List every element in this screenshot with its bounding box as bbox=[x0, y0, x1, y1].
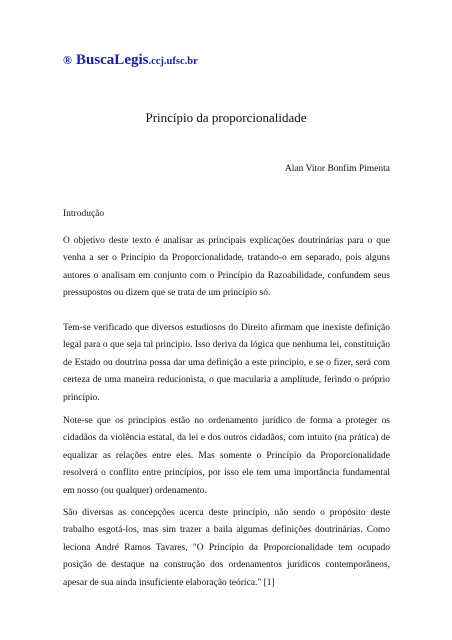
registered-mark: ® bbox=[63, 53, 72, 67]
paragraph-2: Tem-se verificado que diversos estudiosos do Direito afirmam que inexiste definição legal para o que seja tal princípio. Isso deriva da lógica que nenhuma lei, constituição de Estado ou doutrina possa dar uma definição a este princípio, e se o fizer, será com certeza de uma maneira reducionista, o que macularia a amplitude, ferindo o próprio princípio. bbox=[63, 323, 390, 403]
document-author: Alan Vitor Bonfim Pimenta bbox=[284, 164, 390, 174]
document-title: Princípio da proporcionalidade bbox=[145, 110, 307, 125]
paragraph-3: Note-se que os princípios estão no ordenamento jurídico de forma a proteger os cidadãos da violência estatal, da lei e dos outros cidadãos, com intuito (na prática) de equalizar as relações entre eles. Mas somente o Princípio da Proporcionalidade resolverá o conflito entre princípios, por isso ele tem uma importância fundamental em nosso (ou qualquer) ordenamento. bbox=[63, 416, 390, 496]
site-domain: .ccj.ufsc.br bbox=[148, 56, 198, 67]
section-heading: Introdução bbox=[63, 209, 105, 219]
site-name: BuscaLegis bbox=[75, 52, 149, 68]
paragraph-1: O objetivo deste texto é analisar as principais explicações doutrinárias para o que venha a ser o Princípio da Proporcionalidade, tratando-o em separado, pois alguns autores o analisam em conjunto com o Princípio da Razoabilidade, confundem seus pressupostos ou dizem que se trata de um princípio só. bbox=[63, 236, 390, 299]
site-header bbox=[63, 50, 198, 72]
paragraph-4: São diversas as concepções acerca deste princípio, não sendo o propósito deste trabalho esgotá-los, mas sim trazer a baila algumas definições doutrinárias. Como leciona André Ramos Tavares, "O Princípio da Proporcionalidade tem ocupado posição de destaque na construção dos ordenamentos jurídicos contemporâneos, apesar de sua ainda insuficiente elaboração teórica." [1] bbox=[63, 508, 390, 588]
